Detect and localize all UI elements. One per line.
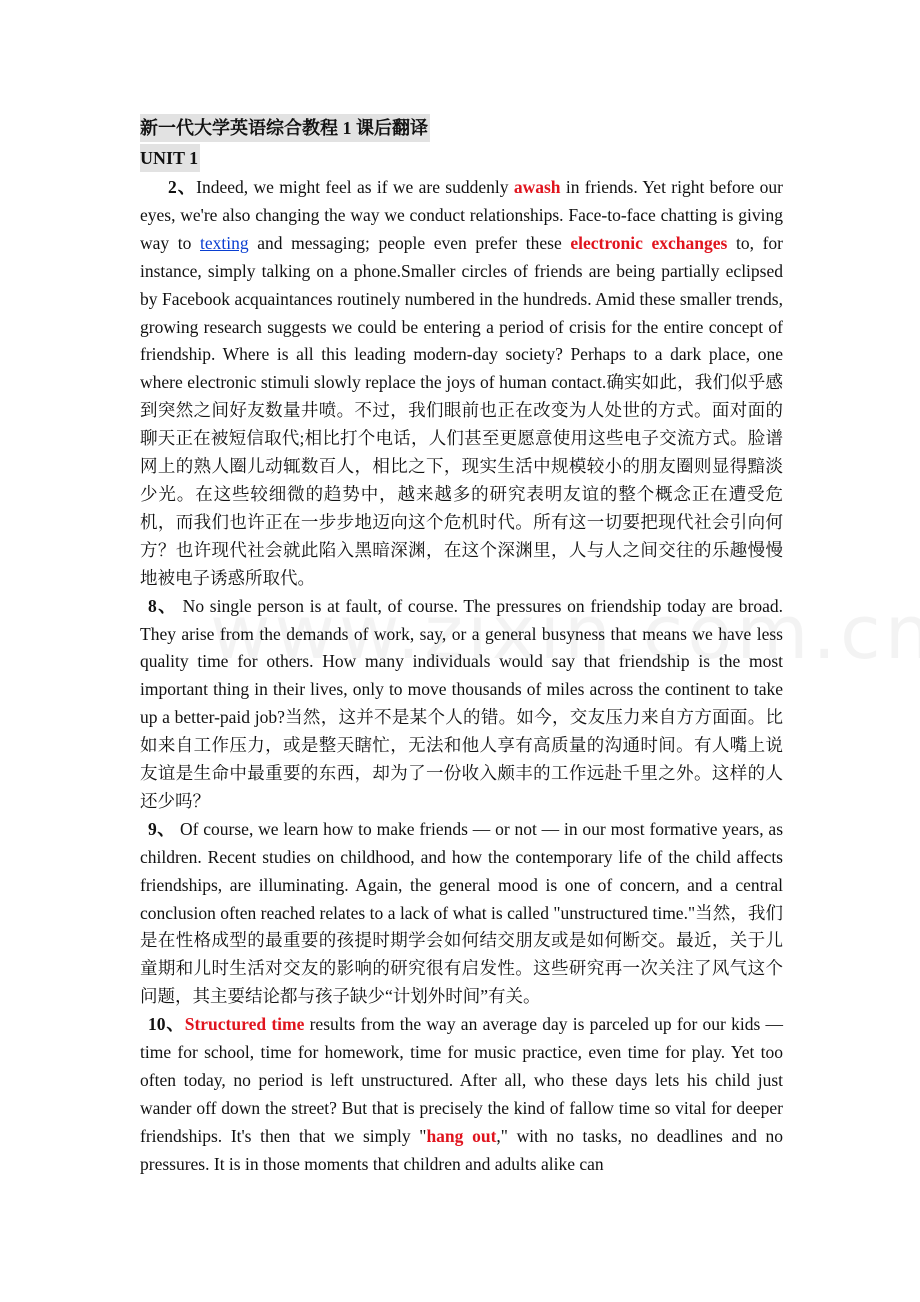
highlight-term: electronic exchanges xyxy=(570,232,728,253)
paragraph-text: in friends. Yet right before our eyes, we're also changing the way we conduct relationships. Face-to-face chatting is giving way to xyxy=(140,177,783,253)
paragraph-text: results from the way an average day is parceled up for our kids — time for school, time for homework, time for music practice, even time for play. Yet too often today, no period is left unstructured. After all, who these days lets his child just wander off down the street? But that is precisely the kind of fallow time so vital for deeper friendships. It's then that we simply " xyxy=(140,1014,784,1146)
texting-link[interactable]: texting xyxy=(200,232,249,253)
highlight-term: awash xyxy=(513,177,561,197)
highlight-term: Structured time xyxy=(184,1014,305,1035)
paragraph-text: Indeed, we might feel as if we are suddenly xyxy=(196,177,514,197)
paragraph-number: 8、 xyxy=(148,595,177,616)
paragraph-text: and messaging; people even prefer these xyxy=(248,232,571,253)
title-line xyxy=(140,114,783,142)
paragraph-text: Of course, we learn how to make friends — or not — in our most formative years, as children. Recent studies on childhood, and how the contemporary life of the child affects friendships, are illuminating. Again, the general mood is one of concern, and a central conclusion often reached relates to a lack of what is called "unstructured time."当然，我们是在性格成型的最重要的孩提时期学会如何结交朋友或是如何断交。最近，关于儿童期和儿时生活对交友的影响的研究很有启发性。这些研究再一次关注了风气这个问题，其主要结论都与孩子缺少“计划外时间”有关。 xyxy=(140,818,783,1007)
paragraph-text: ," with no tasks, no deadlines and no pressures. It is in those moments that children and adults alike can xyxy=(140,1125,783,1174)
paragraph-text: to, for instance, simply talking on a phone.Smaller circles of friends are being partially eclipsed by Facebook acquaintances routinely numbered in the hundreds. Amid these smaller trends, growing research suggests we could be entering a period of crisis for the entire concept of friendship. Where is all this leading modern-day society? Perhaps to a dark place, one where electronic stimuli slowly replace the joys of human contact.确实如此，我们似乎感到突然之间好友数量井喷。不过，我们眼前也正在改变为人处世的方式。面对面的聊天正在被短信取代;相比打个电话，人们甚至更愿意使用这些电子交流方式。脸谱网上的熟人圈儿动辄数百人，相比之下，现实生活中规模较小的朋友圈则显得黯淡少光。在这些较细微的趋势中，越来越多的研究表明友谊的整个概念正在遭受危机，而我们也许正在一步步地迈向这个危机时代。所有这一切要把现代社会引向何方？也许现代社会就此陷入黑暗深渊，在这个深渊里，人与人之间交往的乐趣慢慢地被电子诱惑所取代。 xyxy=(140,232,783,588)
paragraph-8 xyxy=(140,593,783,816)
paragraph-10 xyxy=(140,1011,783,1178)
unit-heading: UNIT 1 xyxy=(140,144,200,172)
unit-line xyxy=(140,144,783,172)
paragraph-number: 2、 xyxy=(168,177,197,197)
paragraph-9 xyxy=(140,816,783,1011)
document-title: 新一代大学英语综合教程 1 课后翻译 xyxy=(140,114,430,142)
paragraph-number: 9、 xyxy=(148,818,176,839)
highlight-term: hang out xyxy=(426,1125,497,1146)
paragraph-text: No single person is at fault, of course. The pressures on friendship today are broad. They arise from the demands of work, say, or a general busyness that means we have less quality time for others. How many individuals would say that friendship is the most important thing in their lives, only to move thousands of miles across the continent to take up a better-paid job?当然，这并不是某个人的错。如今，交友压力来自方方面面。比如来自工作压力，或是整天瞎忙，无法和他人享有高质量的沟通时间。有人嘴上说友谊是生命中最重要的东西，却为了一份收入颇丰的工作远赴千里之外。这样的人还少吗？ xyxy=(140,595,783,811)
paragraph-number: 10、 xyxy=(148,1014,185,1035)
document-page xyxy=(140,114,783,1179)
paragraph-2 xyxy=(140,174,783,593)
